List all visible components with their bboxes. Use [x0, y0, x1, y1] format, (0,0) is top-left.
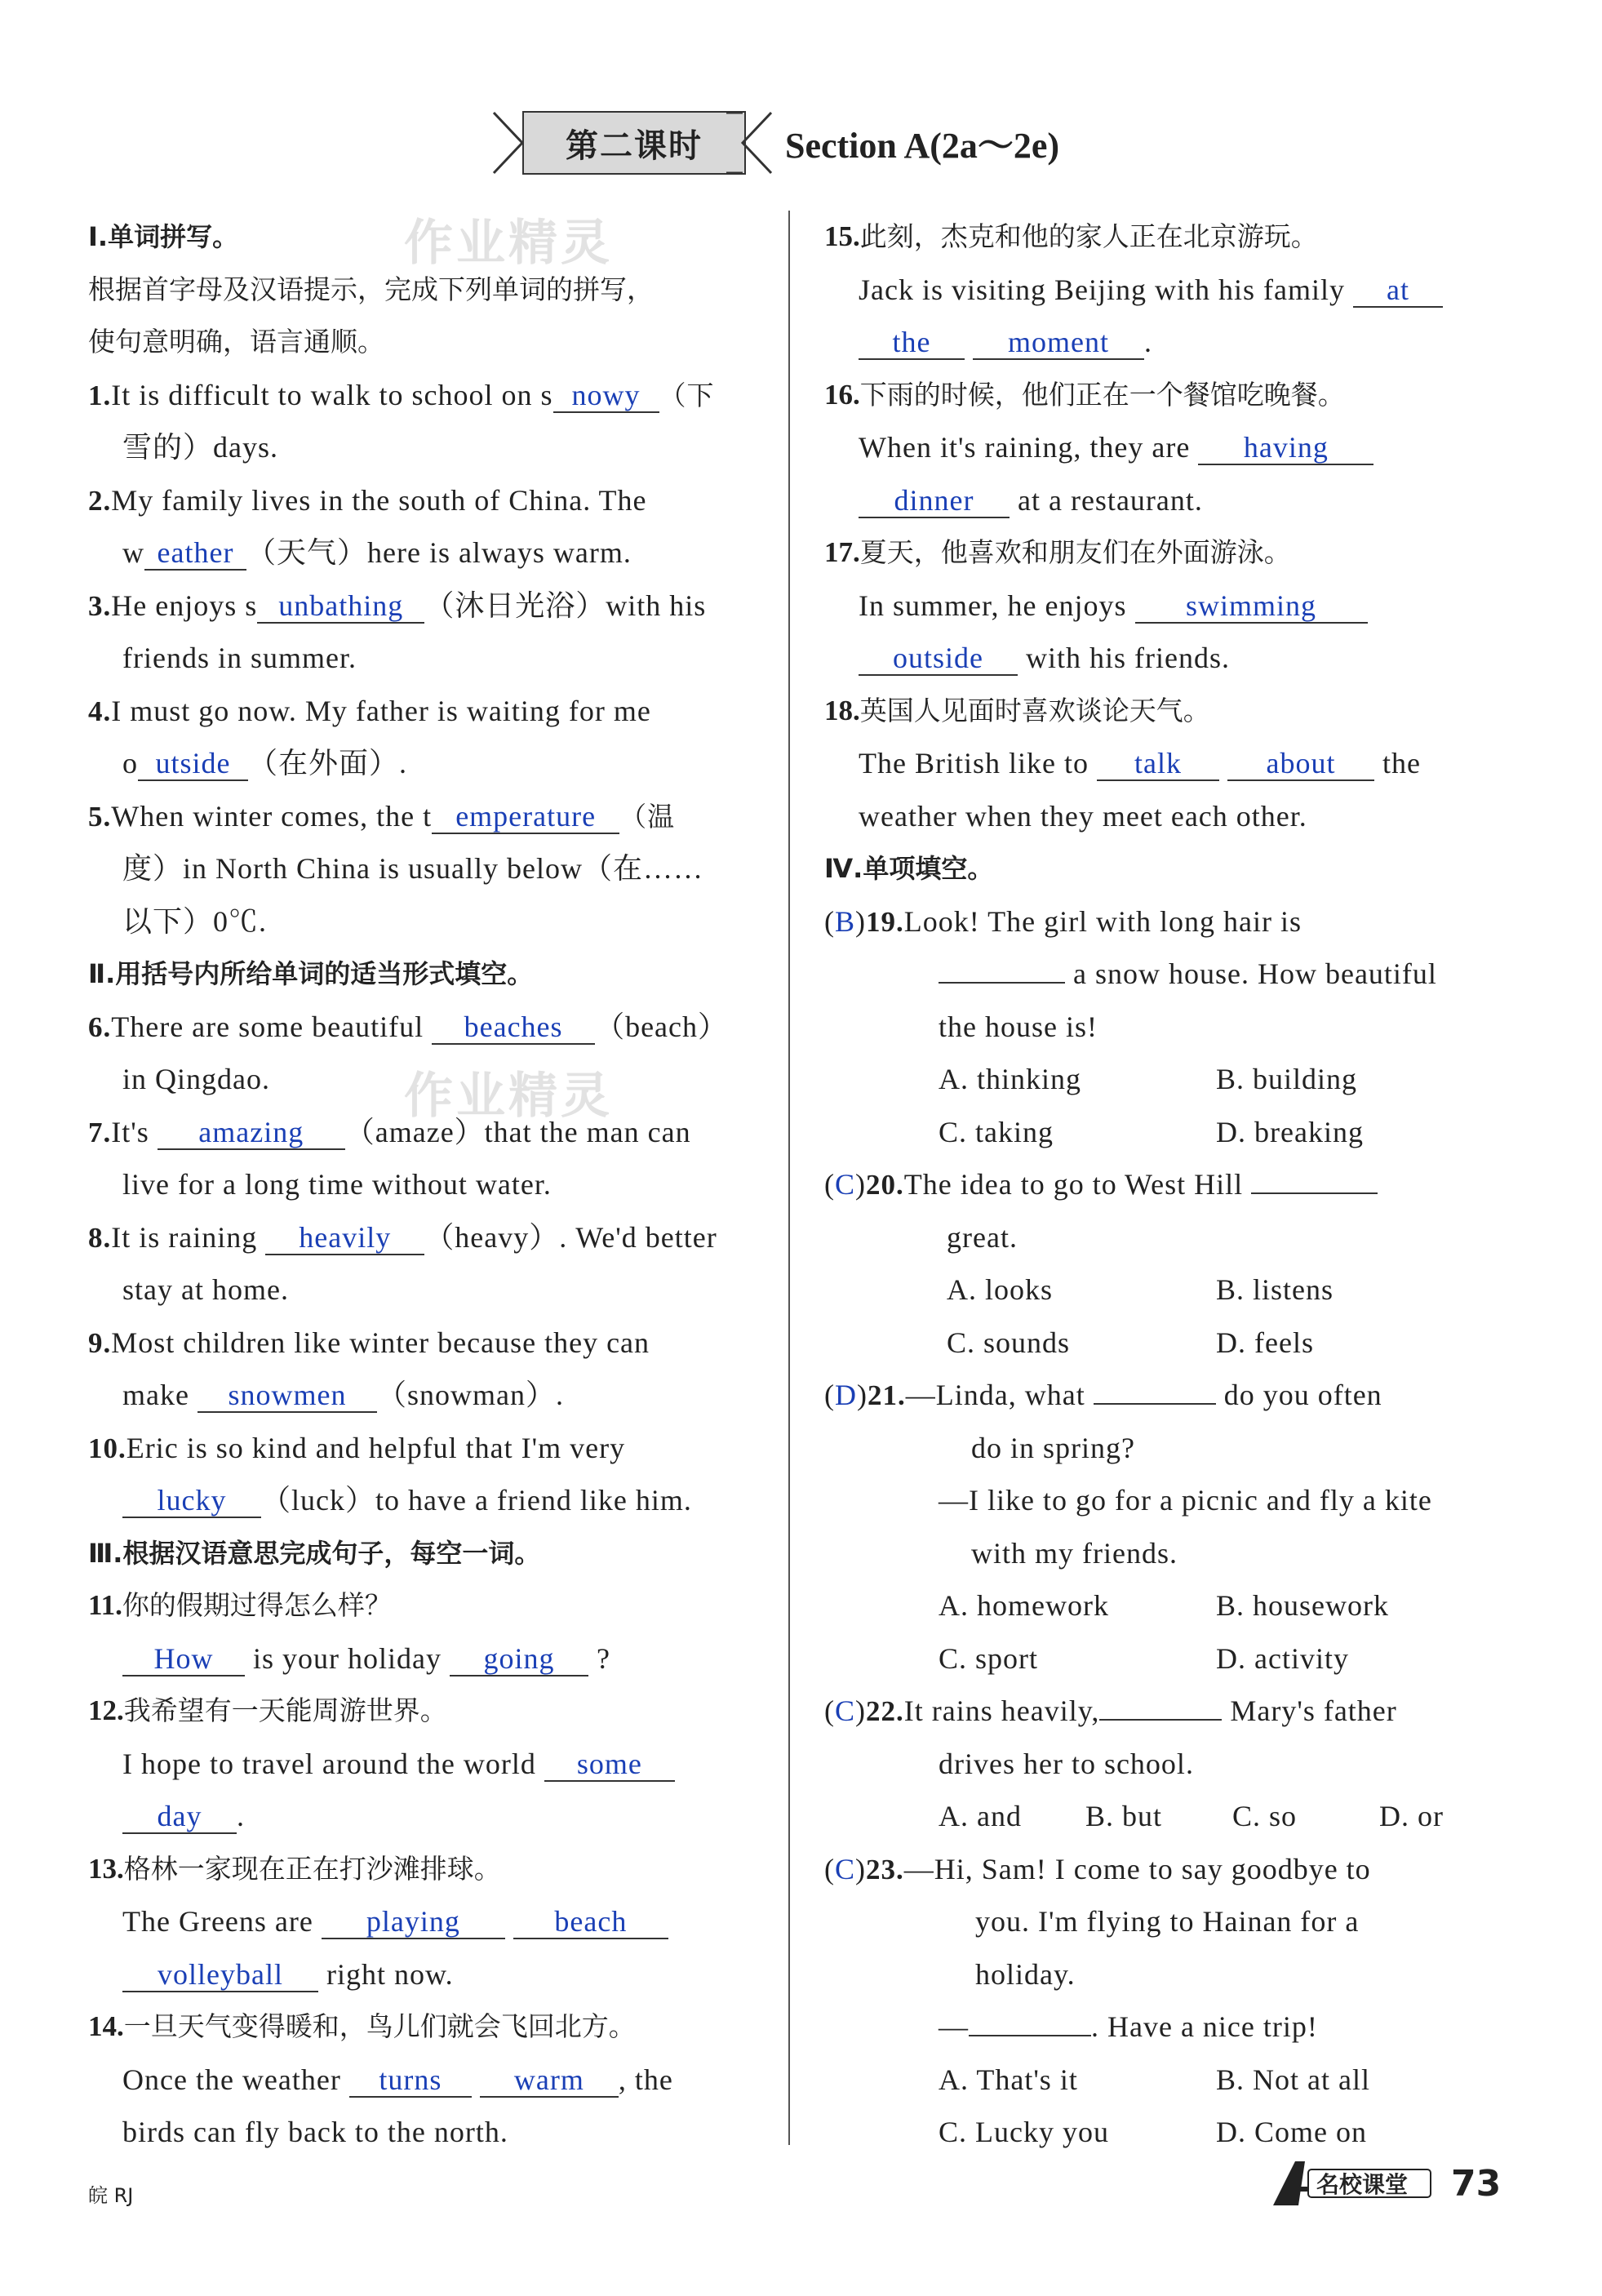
answer-blank: lucky [122, 1484, 261, 1518]
section-heading: Ⅳ.单项填空。 [824, 853, 994, 884]
instruction: 使句意明确，语言通顺。 [88, 326, 384, 358]
right-column: 15.此刻，杰克和他的家人正在北京游玩。 Jack is visiting Beijing with his family at the moment . 16.下雨的时候，他们正在一个餐馆吃晚餐。 When it's raining, they are having dinner at a restaurant. 17.夏天，他喜欢和朋友们在外面游泳。 In summer, he enjoys swimming outside with his friends. 18.英国人见面时喜欢谈论天气。 The British like to talk about the weather when they meet each other. Ⅳ.单项填空。 (B)19.Look! The girl with long hair is a snow house. How beautiful the house is! A. thinking B. building C. taking D. breaking (C)20.The idea to go to West Hill great. A. looks B. listens C. sounds D. feels (D)21.—Linda, what do you often do in spring? —I like to go for a picnic and fly a kite with my friends. A. homework B. housework C. sport D. activity (C)22.It rains heavily, Mary's father drives her to school. A. and B. but C. so D. or (C)23.—Hi, Sam! I come to say goodbye to you. I'm flying to Hainan for a holiday. — . Have a nice trip! A. That's it B. Not at all C. Lucky you D. Come on [824, 211, 1493, 2159]
answer-blank: day [122, 1800, 237, 1834]
choice-answer: C [835, 1168, 856, 1201]
page-header [0, 104, 1602, 178]
question-5: 5.When winter comes, the t emperature （温 [88, 799, 676, 833]
question-3: 3.He enjoys s unbathing （沐日光浴）with his [88, 588, 707, 622]
lesson-title: 第二课时 [522, 111, 746, 175]
section-heading: Ⅲ.根据汉语意思完成句子，每空一词。 [88, 1537, 541, 1569]
answer-blank: unbathing [257, 589, 424, 624]
answer-blank [1094, 1403, 1216, 1405]
question-9: 9.Most children like winter because they can [88, 1326, 650, 1359]
question-16: 16.下雨的时候，他们正在一个餐馆吃晚餐。 [824, 378, 1345, 411]
question-21: (D)21.—Linda, what do you often [824, 1379, 1382, 1411]
question-18: 18.英国人见面时喜欢谈论天气。 [824, 694, 1210, 726]
answer-blank: the [859, 326, 965, 360]
answer-blank: outside [859, 642, 1018, 676]
options: C. Lucky you D. Come on [939, 2116, 1367, 2148]
answer-blank: turns [349, 2063, 472, 2098]
options: A. That's it B. Not at all [939, 2063, 1370, 2096]
question-20: (C)20.The idea to go to West Hill [824, 1158, 1493, 1211]
answer-blank: playing [322, 1905, 505, 1939]
question-12: 12.我希望有一天能周游世界。 [88, 1694, 447, 1726]
question-14: 14.一旦天气变得暖和，鸟儿们就会飞回北方。 [88, 2010, 636, 2042]
answer-blank: nowy [553, 379, 659, 413]
left-column: Ⅰ.单词拼写。 根据首字母及汉语提示，完成下列单词的拼写， 使句意明确，语言通顺。 1.It is difficult to walk to school on s nowy （下 雪的）days. 2.My family lives in the south of China. The w eather （天气）here is always warm. 3.He enjoys s unbathing （沐日光浴）with his friends in summer. 4.I must go now. My father is waiting for me o utside （在外面）. 5.When winter comes, the t emperature （温 度）in North China is usually below（在…… 以下）0℃. Ⅱ.用括号内所给单词的适当形式填空。 6.There are some beautiful beaches （beach） in Qingdao. 7.It's amazing （amaze）that the man can live for a long time without water. 8.It is raining heavily （heavy）. We'd better stay at home. 9.Most children like winter because they can make snowmen （snowman）. 10.Eric is so kind and helpful that I'm very lucky （luck）to have a friend like him. Ⅲ.根据汉语意思完成句子，每空一词。 11.你的假期过得怎么样？ How is your holiday going ? 12.我希望有一天能周游世界。 I hope to travel around the world some day . 13.格林一家现在正在打沙滩排球。 The Greens are playing beach volleyball right now. 14.一旦天气变得暖和，鸟儿们就会飞回北方。 Once the weather turns warm , the birds can fly back to the north. [88, 211, 765, 2159]
question-1: 1.It is difficult to walk to school on s nowy （下 [88, 378, 715, 411]
question-17: 17.夏天，他喜欢和朋友们在外面游泳。 [824, 536, 1291, 568]
answer-blank: volleyball [122, 1958, 318, 1992]
publisher-logo [1269, 2155, 1440, 2212]
choice-answer: B [835, 904, 856, 938]
answer-blank: some [544, 1748, 675, 1782]
logo-text: 名校课堂 [1316, 2171, 1409, 2198]
question-23: (C)23.—Hi, Sam! I come to say goodbye to [824, 1852, 1371, 1885]
question-6: 6.There are some beautiful beaches （beach） [88, 1010, 729, 1043]
answer-blank: at [1353, 273, 1443, 308]
answer-blank: warm [480, 2063, 619, 2098]
answer-blank: moment [973, 326, 1144, 360]
options: A. and B. but C. so D. or [939, 1800, 1444, 1832]
answer-blank: beach [513, 1905, 668, 1939]
answer-blank: dinner [859, 484, 1010, 518]
question-22: (C)22.It rains heavily, Mary's father [824, 1694, 1397, 1727]
options: A. thinking B. building [939, 1063, 1358, 1095]
options: A. looks B. listens [947, 1273, 1334, 1306]
answer-blank: about [1227, 747, 1374, 781]
question-15: 15.此刻，杰克和他的家人正在北京游玩。 [824, 220, 1318, 252]
answer-blank: beaches [432, 1010, 595, 1045]
answer-blank: amazing [158, 1116, 345, 1150]
question-11: 11.你的假期过得怎么样？ [88, 1589, 392, 1621]
footer-edition: 皖 RJ [88, 2184, 134, 2207]
choice-answer: D [835, 1379, 857, 1411]
answer-blank [1099, 1719, 1222, 1721]
question-13: 13.格林一家现在正在打沙滩排球。 [88, 1852, 501, 1885]
section-heading: Ⅰ.单词拼写。 [88, 221, 239, 252]
logo-icon [1269, 2155, 1440, 2212]
page-number: 73 [1451, 2163, 1502, 2205]
answer-blank: going [450, 1642, 588, 1676]
question-19: (B)19.Look! The girl with long hair is [824, 904, 1302, 938]
choice-answer: C [835, 1694, 856, 1727]
instruction: 根据首字母及汉语提示，完成下列单词的拼写， [88, 273, 654, 305]
question-4: 4.I must go now. My father is waiting for me [88, 694, 651, 727]
answer-blank: eather [144, 536, 246, 571]
answer-blank: talk [1097, 747, 1219, 781]
options: C. sport D. activity [939, 1641, 1349, 1675]
section-title: Section A(2a～2e) [785, 126, 1060, 166]
answer-blank [939, 982, 1065, 984]
answer-blank [1251, 1192, 1378, 1194]
choice-answer: C [835, 1852, 856, 1885]
column-divider [788, 211, 790, 2145]
question-10: 10.Eric is so kind and helpful that I'm very [88, 1431, 626, 1464]
question-8: 8.It is raining heavily （heavy）. We'd better [88, 1220, 717, 1254]
options: A. homework B. housework [939, 1589, 1389, 1622]
section-heading: Ⅱ.用括号内所给单词的适当形式填空。 [88, 958, 534, 989]
options: C. sounds D. feels [947, 1326, 1314, 1359]
answer-blank: emperature [432, 800, 619, 834]
answer-blank: having [1198, 431, 1373, 465]
answer-blank: How [122, 1642, 245, 1676]
answer-blank [969, 2035, 1091, 2036]
answer-blank: heavily [265, 1221, 424, 1255]
question-2: 2.My family lives in the south of China. The [88, 483, 647, 517]
answer-blank: utside [138, 747, 248, 781]
answer-blank: swimming [1135, 589, 1368, 624]
watermark: 作业精灵 [404, 1068, 613, 1125]
question-7: 7.It's amazing （amaze）that the man can [88, 1115, 691, 1148]
right-chevron-icon [726, 111, 775, 175]
answer-blank: snowmen [197, 1379, 377, 1413]
options: C. taking D. breaking [939, 1115, 1364, 1148]
watermark: 作业精灵 [404, 215, 613, 272]
